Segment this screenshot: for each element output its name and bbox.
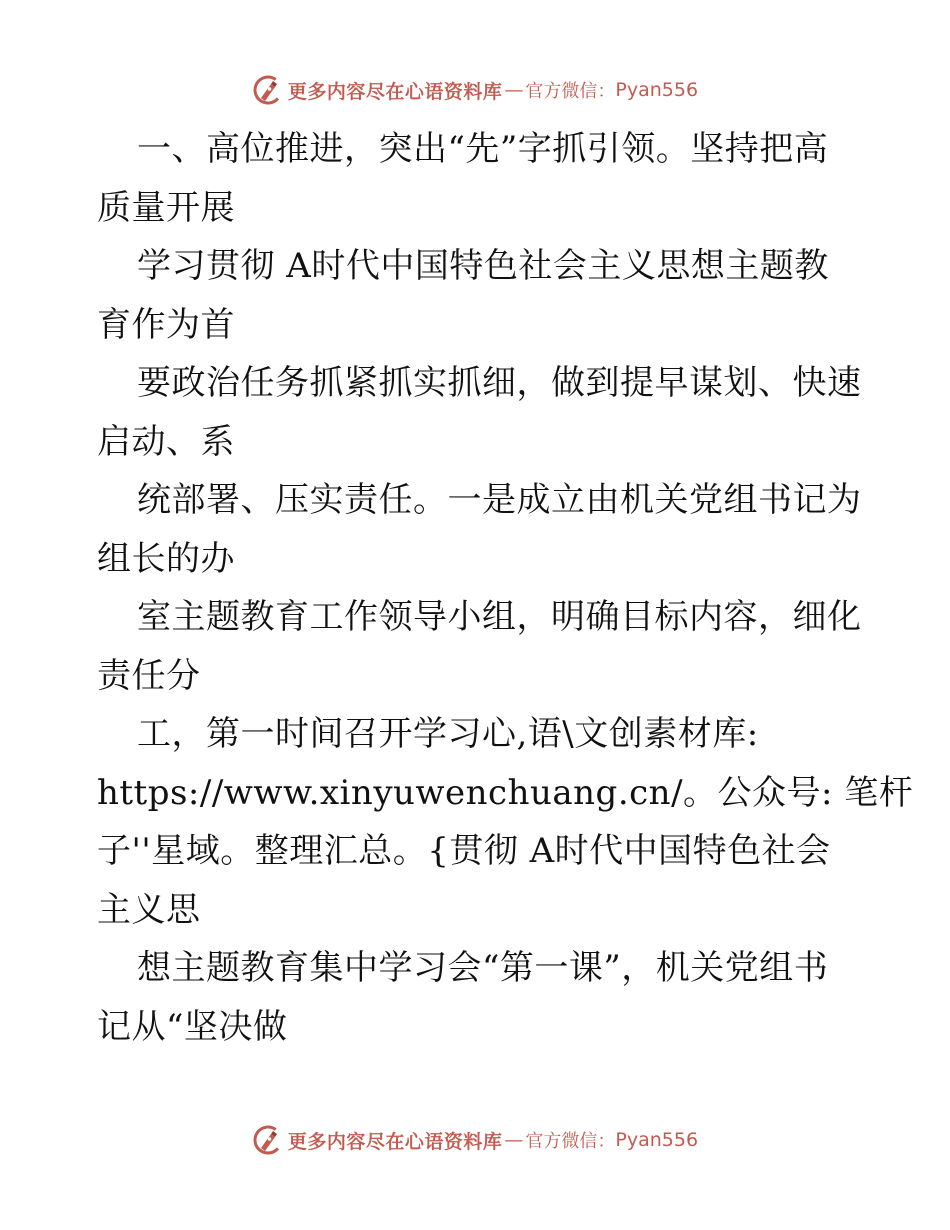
- header-text: 更多内容尽在心语资料库: [287, 80, 503, 103]
- footer-wechat-id: Pyan556: [615, 1129, 699, 1151]
- text-line: 记从“坚决做: [97, 1006, 288, 1047]
- text-line: 学习贯彻 A时代中国特色社会主义思想主题教: [137, 246, 829, 286]
- footer-wechat-label: 官方微信：: [525, 1131, 616, 1152]
- text-line: 工，第一时间召开学习心,语\文创素材库:: [137, 714, 759, 754]
- text-line: 质量开展: [97, 187, 235, 228]
- text-line: 要政治任务抓紧抓实抓细，做到提早谋划、快速: [137, 363, 862, 403]
- header-watermark: [0, 70, 950, 110]
- footer-watermark: [0, 1120, 950, 1160]
- footer-separator: —: [504, 1129, 524, 1151]
- text-line: https://www.xinyuwenchuang.cn/。公众号: 笔杆: [97, 772, 914, 813]
- header-wechat-label: 官方微信：: [525, 81, 616, 102]
- text-line: 育作为首: [97, 304, 235, 345]
- text-line: 组长的办: [97, 538, 235, 579]
- header-wechat-id: Pyan556: [615, 79, 699, 101]
- pen-nib-logo-icon: [252, 74, 284, 106]
- header-separator: —: [504, 79, 524, 101]
- text-line: 主义思: [97, 889, 201, 930]
- document-body: [97, 120, 914, 1056]
- text-line: 子''星域。整理汇总。{贯彻 A时代中国特色社会: [97, 831, 831, 871]
- text-line: 责任分: [97, 655, 201, 696]
- text-line: 想主题教育集中学习会“第一课”，机关党组书: [137, 948, 829, 988]
- text-line: 一、高位推进，突出“先”字抓引领。坚持把高: [137, 129, 829, 169]
- footer-text: 更多内容尽在心语资料库: [287, 1130, 503, 1153]
- pen-nib-logo-icon: [252, 1124, 284, 1156]
- text-line: 启动、系: [97, 421, 235, 462]
- text-line: 室主题教育工作领导小组，明确目标内容，细化: [137, 597, 862, 637]
- text-line: 统部署、压实责任。一是成立由机关党组书记为: [137, 480, 862, 520]
